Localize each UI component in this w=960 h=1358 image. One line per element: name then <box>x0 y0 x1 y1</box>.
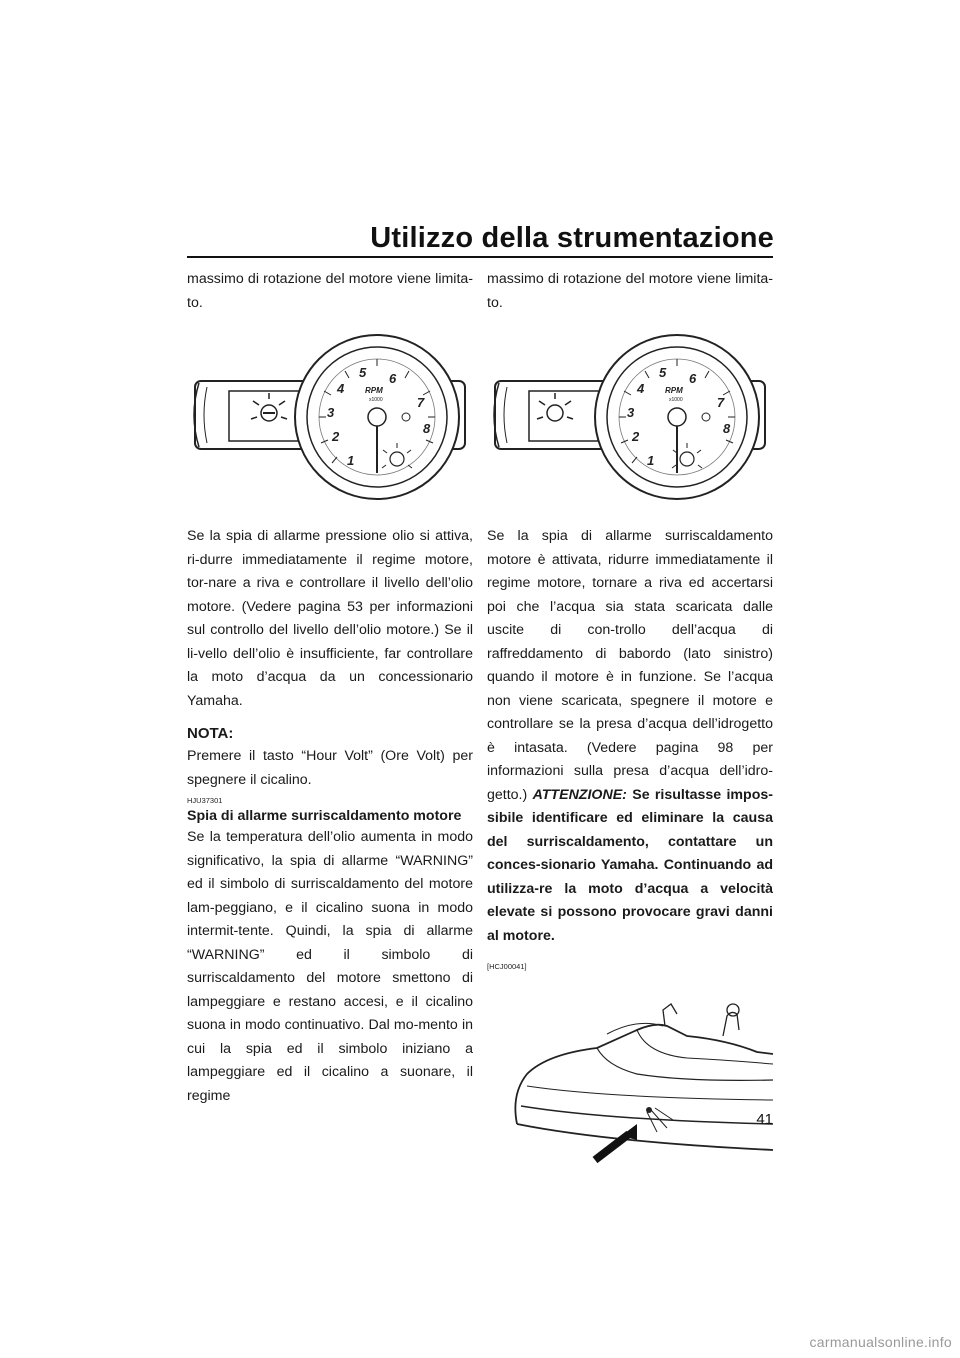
right-intro-text: massimo di rotazione del motore viene limita-to. <box>487 271 773 311</box>
warning-text: Se risultasse impos-sibile identificare ed eliminare la causa del surriscaldamento, contattare un conces-sionario Yamaha. Continuando ad utilizza-re la moto d’acqua a velocità elevate si possono provocare gravi danni al motore. <box>487 786 773 944</box>
right-column <box>487 268 773 1164</box>
overheat-action-paragraph <box>487 525 773 948</box>
nota-title: NOTA: <box>187 725 234 742</box>
left-intro-text: massimo di rotazione del motore viene limita-to. <box>187 271 473 311</box>
gauge-tick-label: 2 <box>632 429 640 444</box>
gauge-tick-label: 4 <box>637 381 645 396</box>
gauge-tick-label: 1 <box>347 453 355 468</box>
overheat-paragraph: Se la temperatura dell’olio aumenta in modo significativo, la spia di allarme “WARNING” ed il simbolo di surriscaldamento del motore lam-peggiano, e il cicalino suona in modo intermit-tente. Quindi, la spia di allarme “WARNING” ed il simbolo di surriscaldamento del motore smettono di lampeggiare e restano accesi, e il cicalino suona in modo continuativo. Dal mo-mento in cui la spia ed il simbolo iniziano a lampeggiare ed il cicalino a suonare, il regime <box>187 829 473 1104</box>
gauge-tick-label: 6 <box>389 371 397 386</box>
gauge-tick-label: 5 <box>359 365 367 380</box>
gauge-multiplier-label: x1000 <box>669 397 683 403</box>
overheat-gauge-figure <box>487 333 773 501</box>
oil-pressure-paragraph: Se la spia di allarme pressione olio si attiva, ri-durre immediatamente il regime motore, tor-nare a riva e controllare il livello dell’olio motore. (Vedere pagina 53 per informazioni sul controllo del livello dell’olio motore.) Se il li-vello dell’olio è insufficiente, far controllare la moto d’acqua da un concessionario Yamaha. <box>187 528 473 709</box>
gauge-multiplier-label: x1000 <box>369 397 383 403</box>
gauge-tick-label: 1 <box>647 453 655 468</box>
gauge-rpm-label: RPM <box>665 386 683 395</box>
section-title: Spia di allarme surriscaldamento motore <box>187 808 462 824</box>
footer-watermark: carmanualsonline.info <box>809 1334 952 1350</box>
gauge-tick-label: 7 <box>717 395 725 410</box>
oil-warning-lamp-icon <box>251 393 287 421</box>
gauge-tick-label: 8 <box>723 421 731 436</box>
oil-pressure-gauge-figure <box>187 333 473 501</box>
gauge-tick-label: 5 <box>659 365 667 380</box>
gauge-tick-label: 2 <box>332 429 340 444</box>
nota-text: Premere il tasto “Hour Volt” (Ore Volt) per spegnere il cicalino. <box>187 748 473 788</box>
left-column <box>187 268 473 1108</box>
gauge-tick-label: 7 <box>417 395 425 410</box>
watercraft-figure <box>487 974 773 1164</box>
gauge-rpm-label: RPM <box>365 386 383 395</box>
gauge-tick-label: 4 <box>337 381 345 396</box>
section-code: HJU37301 <box>187 796 223 805</box>
gauge-tick-label: 6 <box>689 371 697 386</box>
page-title: Utilizzo della strumentazione <box>370 222 774 254</box>
gauge-tick-label: 3 <box>327 405 335 420</box>
page-number: 41 <box>756 1111 773 1128</box>
gauge-tick-label: 8 <box>423 421 431 436</box>
warning-label: ATTENZIONE: <box>532 786 627 803</box>
figure-code: [HCJ00041] <box>487 962 527 971</box>
overheat-action-text: Se la spia di allarme surriscaldamento motore è attivata, ridurre immediatamente il regime motore, tornare a riva ed accertarsi poi che l’acqua sia stata scaricata dalle uscite di con-trollo dell’acqua di raffreddamento di babordo (lato sinistro) quando il motore è in funzione. Se l’acqua non viene scaricata, spegnere il motore e controllare se la presa d’acqua dell’idrogetto è intasata. (Vedere pagina 98 per informazioni sulla presa d’acqua dell’idro-getto.) <box>487 528 773 803</box>
header-rule <box>187 256 773 258</box>
gauge-tick-label: 3 <box>627 405 635 420</box>
arrow-icon <box>595 1124 637 1160</box>
warning-lamp-icon <box>537 393 573 421</box>
